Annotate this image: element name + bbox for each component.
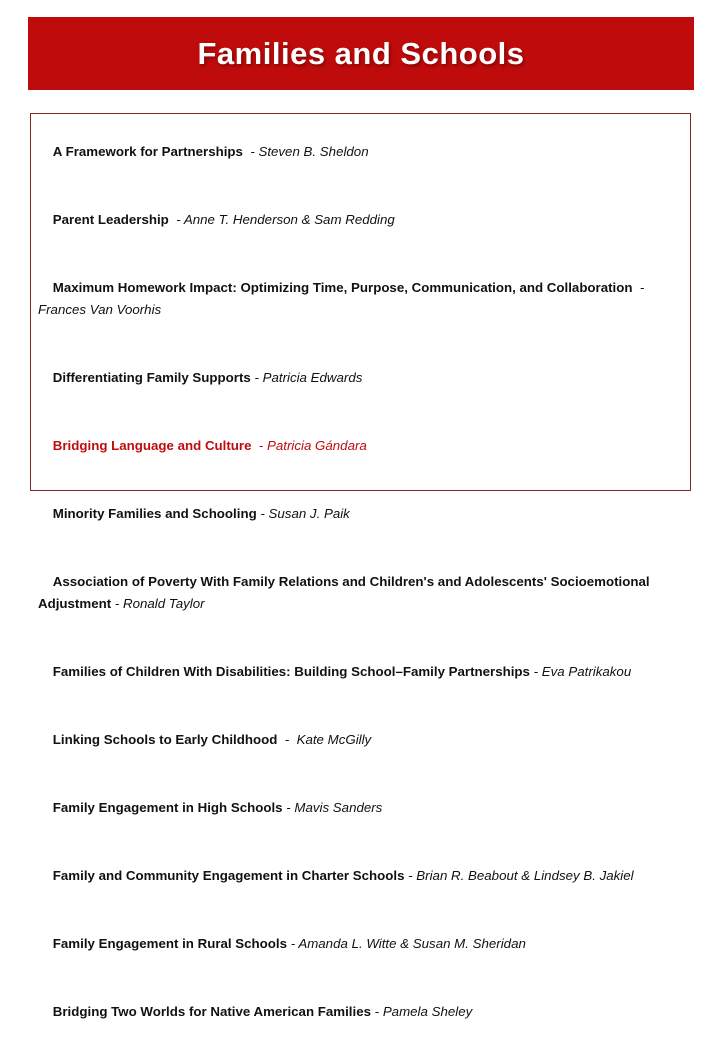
list-item — [38, 413, 682, 479]
chapter-title: Families of Children With Disabilities: Building School–Family Partnerships — [52, 664, 530, 679]
chapter-author: Eva Patrikakou — [541, 664, 632, 679]
list-item — [38, 481, 682, 547]
chapter-title: Parent Leadership — [52, 212, 169, 227]
reading-list — [38, 119, 682, 1045]
chapter-author: Brian R. Beabout & Lindsey B. Jakiel — [416, 868, 634, 883]
list-item — [38, 187, 682, 253]
chapter-title: Family and Community Engagement in Charter Schools — [52, 868, 405, 883]
title-author-separator: - — [168, 212, 184, 227]
list-item — [38, 345, 682, 411]
list-item — [38, 911, 682, 977]
title-author-separator: - — [529, 664, 542, 679]
chapter-author: Amanda L. Witte & Susan M. Sheridan — [298, 936, 526, 951]
chapter-author: Mavis Sanders — [294, 800, 383, 815]
chapter-author: Patricia Gándara — [267, 438, 367, 453]
chapter-title: Linking Schools to Early Childhood — [52, 732, 278, 747]
chapter-title: Maximum Homework Impact: Optimizing Time, Purpose, Communication, and Collaboration — [52, 280, 633, 295]
chapter-title: Minority Families and Schooling — [52, 506, 257, 521]
reading-list-box — [30, 113, 691, 1019]
list-item — [38, 549, 682, 637]
list-item — [38, 119, 682, 185]
chapter-title: Bridging Language and Culture — [52, 438, 252, 453]
title-band — [28, 17, 694, 90]
chapter-author: Ronald Taylor — [122, 596, 205, 611]
slide-title: Families and Schools — [197, 35, 525, 71]
chapter-author: Anne T. Henderson & Sam Redding — [183, 212, 395, 227]
title-author-separator: - — [632, 280, 649, 295]
title-author-separator: - — [370, 1004, 383, 1019]
title-author-separator: - — [111, 596, 123, 611]
title-author-separator: - — [282, 800, 295, 815]
title-author-separator: - — [250, 370, 263, 385]
title-author-separator: - — [287, 936, 299, 951]
list-item — [38, 843, 682, 909]
list-item — [38, 255, 682, 343]
title-author-separator: - — [242, 144, 259, 159]
chapter-title: Bridging Two Worlds for Native American Families — [52, 1004, 371, 1019]
chapter-author: Susan J. Paik — [268, 506, 350, 521]
chapter-author: Steven B. Sheldon — [258, 144, 369, 159]
title-author-separator: - — [277, 732, 297, 747]
title-author-separator: - — [404, 868, 417, 883]
chapter-author: Frances Van Voorhis — [38, 302, 162, 317]
list-item — [38, 979, 682, 1045]
chapter-author: Patricia Edwards — [262, 370, 363, 385]
list-item — [38, 639, 682, 705]
chapter-author: Kate McGilly — [296, 732, 372, 747]
list-item — [38, 707, 682, 773]
chapter-title: Family Engagement in High Schools — [52, 800, 283, 815]
chapter-title: Differentiating Family Supports — [52, 370, 251, 385]
title-author-separator: - — [251, 438, 268, 453]
list-item — [38, 775, 682, 841]
chapter-title: Family Engagement in Rural Schools — [52, 936, 288, 951]
chapter-title: A Framework for Partnerships — [52, 144, 243, 159]
chapter-author: Pamela Sheley — [382, 1004, 473, 1019]
title-author-separator: - — [256, 506, 269, 521]
chapter-title: Association of Poverty With Family Relations and Children's and Adolescents' Socioemotional Adjustment — [38, 574, 653, 611]
